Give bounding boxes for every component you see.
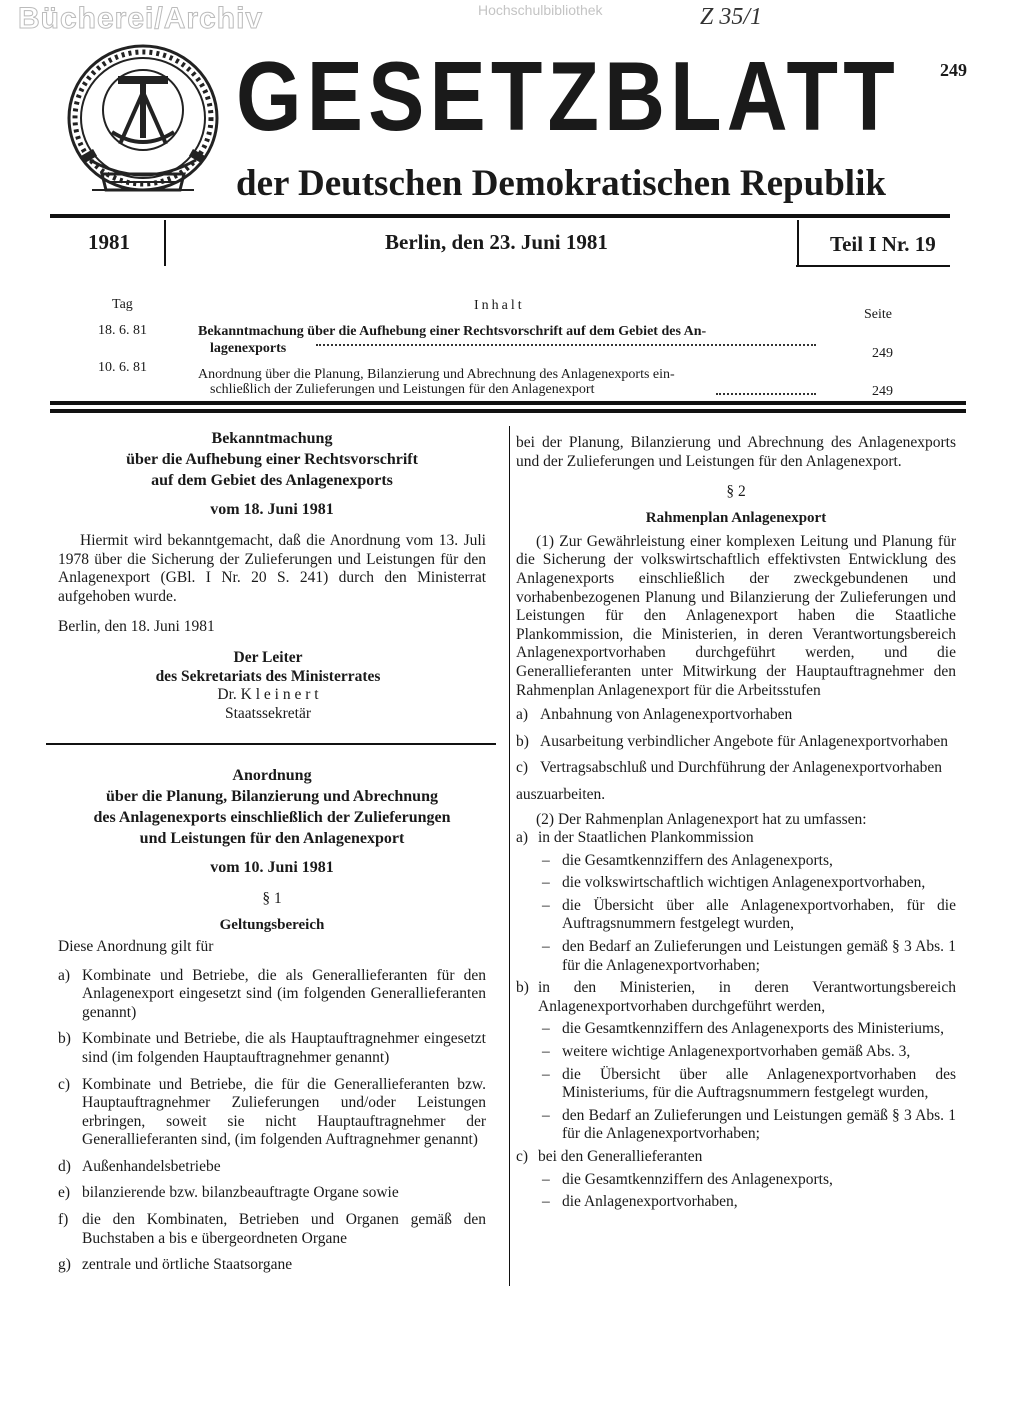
signature-rank: Staatssekretär — [224, 704, 312, 722]
signature-title: Der Leiter — [233, 648, 303, 666]
list-item-text: bilanzierende bzw. bilanzbeauftragte Organe sowie — [82, 1184, 399, 1202]
dash-item-text: die Übersicht über alle Anlagenexportvorhaben, für die Auftragsnummern festgelegt wurden, — [562, 896, 956, 933]
list-item-label: e) — [58, 1184, 71, 1202]
dash-item — [538, 1171, 956, 1190]
stage-item-text: Vertragsabschluß und Durchführung der Anlagenexportvorhaben — [540, 759, 943, 777]
list-item-label: b) — [58, 1030, 71, 1048]
notice-title-line3: auf dem Gebiet des Anlagenexports — [151, 472, 393, 489]
order-title: Anordnung — [232, 767, 312, 785]
section-1-intro: Diese Anordnung gilt für — [58, 937, 214, 955]
dash-item-label: – — [542, 1065, 550, 1083]
toc-heading: Inhalt — [474, 298, 525, 313]
dash-item-label: – — [542, 938, 550, 956]
sub-item-c-list — [516, 1171, 956, 1212]
library-stamp: Hochschulbibliothek — [478, 2, 603, 18]
section-1-list — [58, 967, 486, 1275]
list-item-text: Kombinate und Betriebe, die als Generallieferanten für den Anlagenexport eingesetzt sind (im folgenden Generallieferanten genannt) — [82, 966, 486, 1021]
dash-item-text: den Bedarf an Zulieferungen und Leistungen gemäß § 3 Abs. 1 für die Anlagenexportvorhaben; — [562, 1106, 956, 1143]
dash-item-text: den Bedarf an Zulieferungen und Leistungen gemäß § 3 Abs. 1 für die Anlagenexportvorhaben; — [562, 938, 956, 974]
section-2-paragraph-2: (2) Der Rahmenplan Anlagenexport hat zu umfassen: — [536, 810, 867, 828]
section-1-number: § 1 — [262, 890, 282, 908]
signature-office: des Sekretariats des Ministerrates — [155, 667, 381, 685]
list-item-label: d) — [58, 1157, 71, 1175]
sub-item-text: in den Ministerien, in deren Verantwortungsbereich Anlagenexportvorhaben durchgeführt werden, — [538, 979, 956, 1015]
list-item-text: die den Kombinaten, Betrieben und Organen gemäß den Buchstaben a bis e übergeordneten Organe — [82, 1211, 486, 1247]
section-1-title: Geltungsbereich — [219, 916, 325, 933]
dash-item — [538, 852, 956, 871]
toc-entry-title: Bekanntmachung über die Aufhebung einer Rechtsvorschrift auf dem Gebiet des An- — [198, 324, 707, 339]
list-item — [58, 1030, 486, 1067]
section-2-stages — [516, 706, 956, 778]
left-column — [58, 428, 486, 1283]
page-number: 249 — [940, 60, 967, 80]
list-item — [58, 1158, 486, 1177]
dash-item-label: – — [542, 1106, 550, 1124]
archive-stamp: Bücherei/Archiv — [18, 2, 264, 35]
dash-item-text: die Gesamtkennziffern des Anlagenexports, — [562, 1170, 833, 1188]
column-divider — [509, 426, 510, 1286]
issue-year: 1981 — [88, 230, 130, 254]
list-item-text: zentrale und örtliche Staatsorgane — [82, 1256, 293, 1274]
stage-item-text: Anbahnung von Anlagenexportvorhaben — [540, 706, 793, 724]
header-bottom-rule — [796, 265, 950, 267]
order-date: vom 10. Juni 1981 — [210, 859, 334, 877]
sub-item-b — [516, 979, 956, 1016]
list-item-label: f) — [58, 1211, 69, 1229]
masthead-title: GESETZBLATT — [236, 41, 900, 151]
sub-item-label: a) — [516, 829, 529, 847]
toc-entry-page: 249 — [872, 346, 893, 361]
dash-item — [538, 874, 956, 893]
masthead-subtitle: der Deutschen Demokratischen Republik — [236, 163, 886, 204]
dash-item — [538, 1193, 956, 1212]
dash-item — [538, 938, 956, 975]
dash-item-text: weitere wichtige Anlagenexportvorhaben gemäß Abs. 3, — [562, 1043, 911, 1061]
signature-block — [138, 649, 398, 723]
toc-bottom-rule — [50, 401, 966, 405]
list-item — [58, 1211, 486, 1248]
notice-place-date: Berlin, den 18. Juni 1981 — [58, 618, 215, 636]
dash-item-label: – — [542, 1170, 550, 1188]
state-emblem-icon — [62, 40, 224, 208]
toc-date-column-header: Tag — [112, 297, 133, 312]
header-divider-left — [164, 220, 166, 266]
section-1-continuation: bei der Planung, Bilanzierung und Abrechnung des Anlagenexports und der Zulieferungen und Leistungen für den Anlagenexport. — [516, 434, 956, 470]
toc-entry-title-cont: schließlich der Zulieferungen und Leistungen für den Anlagenexport — [210, 382, 595, 397]
toc-bottom-rule-2 — [50, 409, 966, 413]
dash-item-text: die Anlagenexportvorhaben, — [562, 1193, 738, 1211]
issue-part-number: Teil I Nr. 19 — [830, 232, 936, 256]
dash-item-text: die Übersicht über alle Anlagenexportvorhaben des Ministeriums, für die Auftragsnummern festgelegt wurden, — [562, 1065, 956, 1102]
list-item — [58, 967, 486, 1023]
dash-item-text: die Gesamtkennziffern des Anlagenexports des Ministeriums, — [562, 1020, 944, 1038]
dash-item-label: – — [542, 896, 550, 914]
dash-item-text: die Gesamtkennziffern des Anlagenexports, — [562, 851, 833, 869]
list-item-label: a) — [58, 966, 71, 984]
dash-item-label: – — [542, 1193, 550, 1211]
list-item — [58, 1256, 486, 1275]
dash-item-label: – — [542, 874, 550, 892]
section-2-paragraph-1-end: auszuarbeiten. — [516, 785, 606, 803]
sub-item-text: bei den Generallieferanten — [538, 1148, 703, 1165]
sub-item-c — [516, 1148, 956, 1167]
header-divider-right — [797, 220, 799, 266]
toc-entry-title-cont: lagenexports — [210, 341, 287, 356]
toc-page-column-header: Seite — [864, 307, 892, 322]
list-item-label: g) — [58, 1256, 71, 1274]
list-item-label: c) — [58, 1075, 71, 1093]
toc-entry-date: 18. 6. 81 — [98, 323, 147, 338]
list-item — [58, 1076, 486, 1150]
toc-leader-dots — [716, 393, 816, 395]
issue-place-date: Berlin, den 23. Juni 1981 — [385, 230, 608, 254]
list-item-text: Kombinate und Betriebe, die als Hauptauftragnehmer eingesetzt sind (im folgenden Hauptauftragnehmer genannt) — [82, 1030, 486, 1066]
section-2-title: Rahmenplan Anlagenexport — [645, 509, 827, 526]
handwritten-note: Z 35/1 — [700, 4, 763, 30]
sub-item-label: c) — [516, 1148, 529, 1165]
list-item — [58, 1184, 486, 1203]
notice-title: Bekanntmachung — [211, 430, 333, 447]
dash-item — [538, 1043, 956, 1062]
sub-item-a-list — [516, 852, 956, 976]
stage-item-label: c) — [516, 759, 529, 777]
dash-item-label: – — [542, 851, 550, 869]
right-column — [516, 434, 956, 1216]
notice-body: Hiermit wird bekanntgemacht, daß die Anordnung vom 13. Juli 1978 über die Sicherung der Zulieferungen und Leistungen für den Anlagenexport (GBl. I Nr. 20 S. 241) durch den Ministerrat aufgehoben wurde. — [58, 532, 486, 605]
stage-item-label: a) — [516, 706, 529, 724]
notice-title-line2: über die Aufhebung einer Rechtsvorschrift — [126, 451, 418, 468]
toc-entry-title: Anordnung über die Planung, Bilanzierung und Abrechnung des Anlagenexports ein- — [198, 367, 675, 382]
list-item-text: Kombinate und Betriebe, die für die Generallieferanten bzw. Hauptauftragnehmer Zulieferungen und/oder Leistungen erbringen, soweit sie nicht Hauptauftragnehmer der Generallieferanten sind, (im folgenden Auftragnehmer genannt) — [82, 1075, 486, 1149]
header-top-rule — [50, 214, 950, 218]
dash-item-label: – — [542, 1043, 550, 1061]
notice-date: vom 18. Juni 1981 — [210, 501, 334, 518]
dash-item — [538, 1066, 956, 1103]
sub-item-text: in der Staatlichen Plankommission — [538, 829, 754, 847]
section-2-number: § 2 — [726, 483, 746, 501]
signature-name: Dr. K l e i n e r t — [217, 686, 319, 704]
stage-item-label: b) — [516, 732, 529, 750]
dash-item — [538, 897, 956, 934]
section-separator — [46, 743, 496, 745]
order-title-line4: und Leistungen für den Anlagenexport — [139, 830, 405, 848]
sub-item-b-list — [516, 1020, 956, 1144]
sub-item-label: b) — [516, 979, 529, 997]
list-item-text: Außenhandelsbetriebe — [82, 1157, 221, 1175]
toc-entry-page: 249 — [872, 384, 893, 399]
order-title-line2: über die Planung, Bilanzierung und Abrechnung — [106, 788, 438, 806]
section-2-paragraph-1: (1) Zur Gewährleistung einer komplexen Leitung und Planung für die Sicherung der volkswirtschaftlich effektivsten Entwicklung des Anlagenexports einschließlich der zweckgebundenen und vorhabenbezogenen Planung und Bilanzierung der Zulieferungen und Leistungen für den Anlagenexport haben die Staatliche Plankommission, die Ministerien, in deren Verantwortungsbereich Anlagenexportvorhaben durchgeführt werden, und die Generallieferanten unter Mitwirkung der Hauptauftragnehmer den Rahmenplan Anlagenexport für die Arbeitsstufen — [516, 532, 956, 699]
stage-item — [516, 733, 956, 752]
toc-leader-dots — [316, 344, 816, 346]
toc-entry-date: 10. 6. 81 — [98, 360, 147, 375]
dash-item — [538, 1020, 956, 1039]
stage-item — [516, 706, 956, 725]
dash-item — [538, 1107, 956, 1144]
stage-item-text: Ausarbeitung verbindlicher Angebote für Anlagenexportvorhaben — [540, 732, 949, 750]
stage-item — [516, 759, 956, 778]
order-title-line3: des Anlagenexports einschließlich der Zulieferungen — [93, 809, 451, 827]
dash-item-label: – — [542, 1020, 550, 1038]
sub-item-a — [516, 829, 956, 848]
dash-item-text: die volkswirtschaftlich wichtigen Anlagenexportvorhaben, — [562, 874, 926, 892]
